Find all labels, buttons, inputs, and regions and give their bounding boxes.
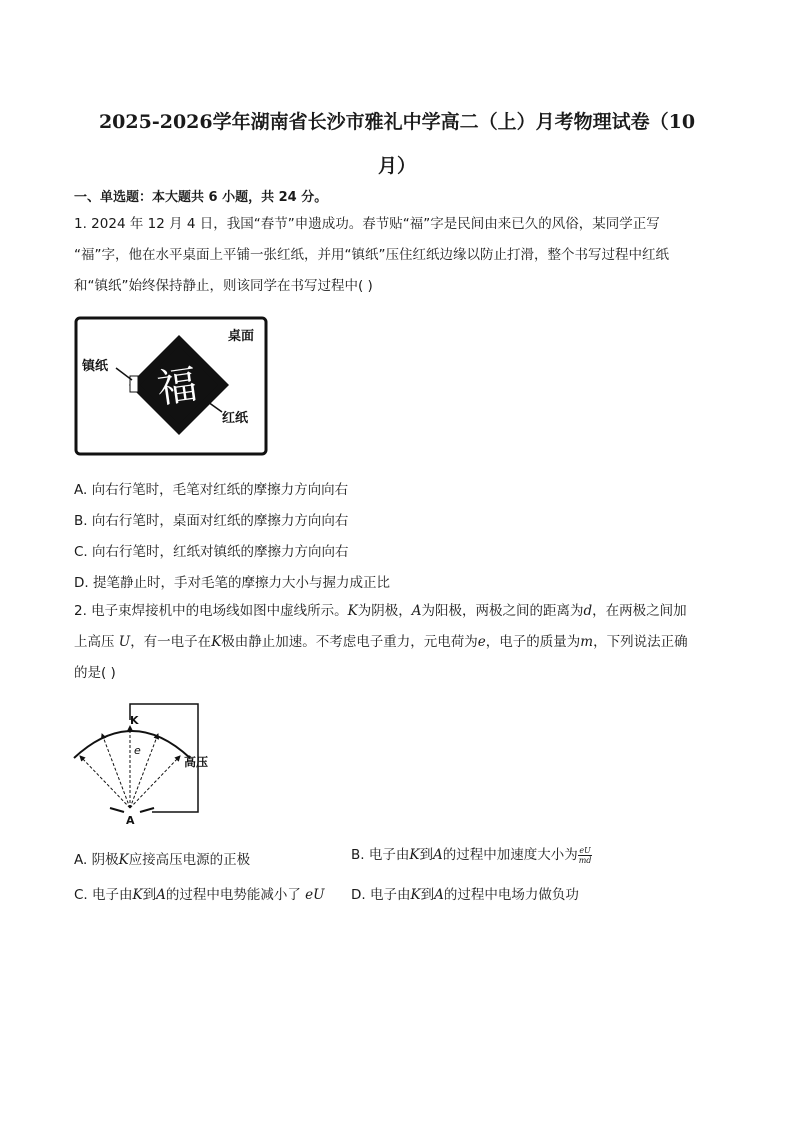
title-line-1: 2025-2026学年湖南省长沙市雅礼中学高二（上）月考物理试卷（10 — [98, 111, 696, 133]
fraction-eu-md: $\frac{eU}{md}$ — [578, 845, 592, 865]
q1-line-1: 1. 2024 年 12 月 4 日，我国“春节”申遗成功。春节贴“福”字是民间由来已久的风俗，某同学正写 — [74, 216, 660, 232]
label-a: A — [126, 814, 135, 827]
section-heading: 一、单选题：本大题共 6 小题，共 24 分。 — [74, 190, 328, 205]
paper-label: 红纸 — [222, 411, 249, 426]
label-high-voltage: 高压 — [184, 755, 209, 769]
q2-line-1: 2. 电子束焊接机中的电场线如图中虚线所示。K为阴极，A为阳极，两极之间的距离为d，在两极之间加 — [74, 603, 687, 619]
exam-title — [60, 100, 734, 188]
field-line-1 — [80, 756, 130, 808]
q2-option-d[interactable]: D. 电子由K到A的过程中电场力做负功 — [351, 887, 579, 903]
q1-option-d[interactable]: D. 提笔静止时，手对毛笔的摩擦力大小与握力成正比 — [74, 575, 390, 591]
paperweight-label: 镇纸 — [82, 359, 109, 374]
field-line-5 — [130, 756, 180, 808]
q1-line-3: 和“镇纸”始终保持静止，则该同学在书写过程中( ) — [74, 278, 373, 294]
q2-line-2: 上高压 U，有一电子在K极由静止加速。不考虑电子重力，元电荷为e，电子的质量为m，下列说法正确 — [74, 634, 688, 650]
q1-option-a[interactable]: A. 向右行笔时，毛笔对红纸的摩擦力方向向右 — [74, 482, 349, 498]
q1-figure — [74, 316, 270, 458]
question-1-stem — [74, 209, 724, 302]
q1-option-c[interactable]: C. 向右行笔时，红纸对镇纸的摩擦力方向向右 — [74, 544, 349, 560]
label-k: K — [130, 714, 139, 727]
field-line-2 — [102, 734, 130, 808]
anode-plate-left — [110, 808, 124, 812]
q2-option-b[interactable]: B. 电子由K到A的过程中加速度大小为 $\frac{eU}{md}$ — [351, 845, 592, 865]
fu-character: 福 — [154, 361, 201, 413]
label-e: e — [134, 744, 141, 757]
q2-option-c[interactable]: C. 电子由K到A的过程中电势能减小了 eU — [74, 887, 325, 903]
q1-option-b[interactable]: B. 向右行笔时，桌面对红纸的摩擦力方向向右 — [74, 513, 349, 529]
paperweight-block — [130, 376, 138, 392]
title-line-2: 月） — [377, 155, 416, 177]
anode-plate-right — [140, 808, 154, 812]
question-2-stem — [74, 596, 724, 689]
desk-label: 桌面 — [228, 329, 255, 344]
q2-line-3: 的是( ) — [74, 665, 116, 681]
q2-figure — [70, 700, 220, 828]
cathode-arc — [74, 731, 190, 758]
q1-line-2: “福”字，他在水平桌面上平铺一张红纸，并用“镇纸”压住红纸边缘以防止打滑，整个书写过程中红纸 — [74, 247, 669, 263]
q2-option-a[interactable]: A. 阴极K应接高压电源的正极 — [74, 852, 251, 868]
field-lines — [80, 726, 180, 808]
